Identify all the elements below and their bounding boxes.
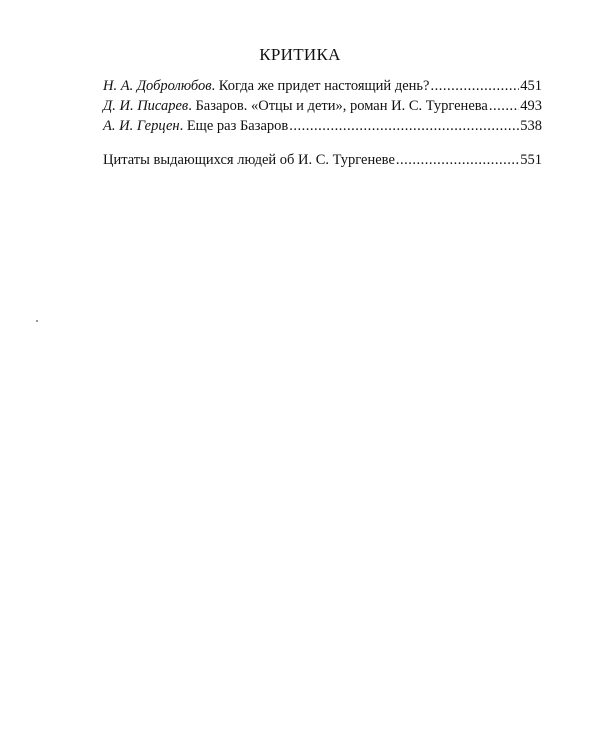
toc-entry-page: 538: [520, 118, 542, 134]
toc-entry-pisarev: [103, 96, 542, 116]
toc-leader-dots: [396, 150, 519, 170]
toc-entry-separator: .: [211, 78, 219, 94]
toc-entry-title: Цитаты выдающихся людей об И. С. Тургеневе: [103, 152, 395, 168]
toc-entry-author: Н. А. Добролюбов: [103, 78, 212, 94]
toc-entry-author: Д. И. Писарев: [103, 98, 189, 114]
toc-entry-dobrolyubov: [103, 76, 542, 96]
toc-entry-page: 551: [520, 152, 542, 168]
toc-entry-page: 493: [520, 98, 542, 114]
toc-entry-title: Когда же придет настоящий день?: [218, 78, 430, 94]
toc-entry-title: Базаров. «Отцы и дети», роман И. С. Тургенева: [195, 98, 488, 114]
toc-entry-label: [103, 116, 288, 136]
toc-leader-dots: [289, 116, 519, 136]
toc-entry-label: [103, 76, 429, 96]
toc-entry-author: А. И. Герцен: [103, 118, 180, 134]
toc-leader-dots: [430, 76, 519, 96]
toc-entry-separator: .: [179, 118, 187, 134]
toc-entry-quotes: [103, 150, 542, 170]
toc-entry-label: [103, 96, 488, 116]
toc-entry-separator: .: [188, 98, 196, 114]
toc-entry-page: 451: [520, 78, 542, 94]
page-speck: [36, 320, 38, 322]
toc-entry-title: Еще раз Базаров: [186, 118, 289, 134]
toc-leader-dots: [489, 96, 519, 116]
toc-quotes-list: [103, 150, 542, 170]
toc-critique-list: [103, 76, 542, 136]
section-title: КРИТИКА: [259, 45, 341, 64]
toc-entry-gertsen: [103, 116, 542, 136]
